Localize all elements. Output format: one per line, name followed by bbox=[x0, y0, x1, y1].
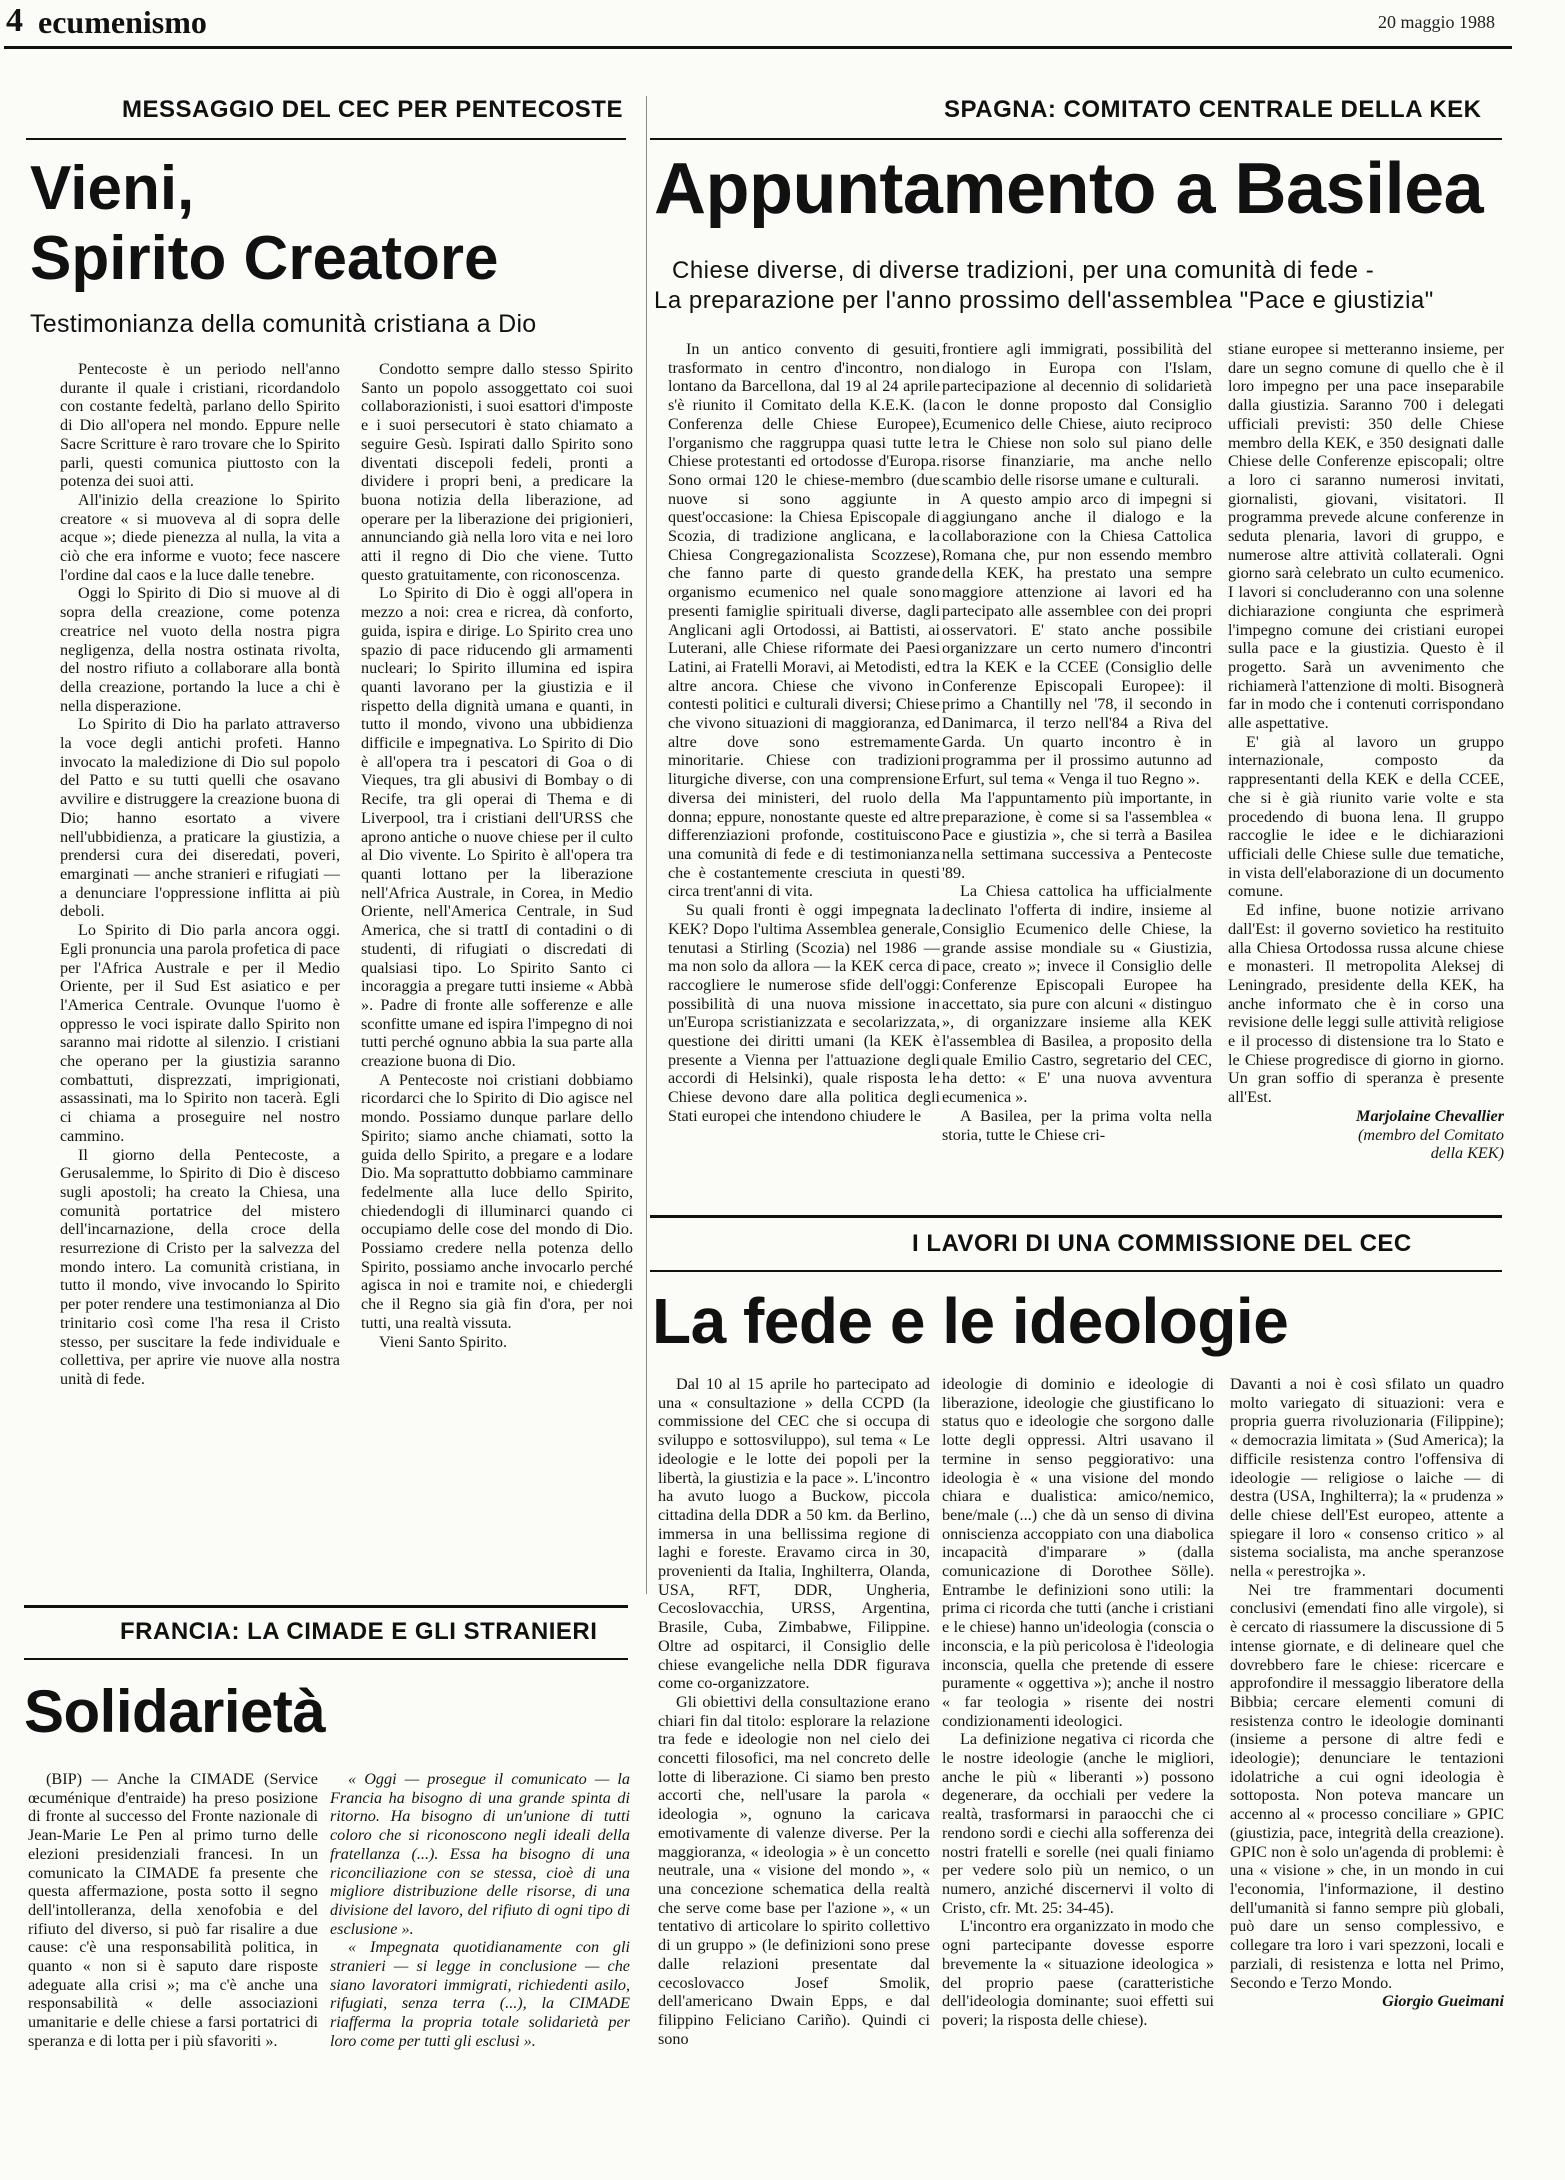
paragraph: frontiere agli immigrati, possibilità del dialogo in Europa con l'Islam, partecipazione al decennio di solidarietà con le donne proposto dal Consiglio Ecumenico delle Chiese, aiuto reciproco tra le Chiese non solo sul piano delle risorse finanziarie, ma anche nello scambio delle risorse umane e culturali. bbox=[942, 340, 1212, 489]
article2-subtitle-line2: La preparazione per l'anno prossimo dell'assemblea "Pace e giustizia" bbox=[654, 287, 1434, 314]
article1-column-1 bbox=[60, 360, 340, 1573]
article1-title-line1: Vieni, bbox=[30, 154, 195, 223]
article4-top-rule bbox=[24, 1605, 628, 1608]
paragraph: Pentecoste è un periodo nell'anno durante il quale i cristiani, ricordandolo con costante fedeltà, parlano dello Spirito di Dio all'opera nel mondo. Eppure nelle Sacre Scritture è raro trovare che lo Spirito parli, questi comunica piuttosto con la potenza dei suoi atti. bbox=[60, 360, 340, 491]
paragraph: A questo ampio arco di impegni si aggiungano anche il dialogo e la collaborazione con la Chiesa Cattolica Romana che, pur non essendo membro della KEK, ha prestato una sempre maggiore attenzione ai lavori ed ha partecipato alle assemblee con dei propri osservatori. E' stato anche possibile organizzare un certo numero d'incontri tra la KEK e la CCEE (Consiglio delle Conferenze Episcopali Europee): il primo a Chantilly nel '78, il secondo in Danimarca, il terzo nell'84 a Riva del Garda. Un quarto incontro è in programma per il prossimo autunno ad Erfurt, sul tema « Venga il tuo Regno ». bbox=[942, 489, 1212, 789]
article1-kicker: MESSAGGIO DEL CEC PER PENTECOSTE bbox=[122, 96, 623, 123]
article2-kicker: SPAGNA: COMITATO CENTRALE DELLA KEK bbox=[944, 96, 1482, 123]
paragraph: All'inizio della creazione lo Spirito creatore « si muoveva al di sopra delle acque »; diede pienezza al nulla, la vita a ciò che era informe e vuoto; fece nascere l'ordine dal caos e la luce dalle tenebre. bbox=[60, 490, 340, 584]
article1-title-line2: Spirito Creatore bbox=[30, 224, 499, 293]
article1-subtitle: Testimonianza della comunità cristiana a Dio bbox=[30, 310, 537, 338]
article3-rule bbox=[650, 1270, 1502, 1272]
paragraph: Lo Spirito di Dio ha parlato attraverso la voce degli antichi profeti. Hanno invocato la maledizione di Dio sul popolo del Patto e su tutti quelli che osavano avvilire e distruggere la creazione buona di Dio; hanno esortato a vivere nell'ubbidienza, a praticare la giustizia, a prendersi cura dei diseredati, poveri, emarginati — anche stranieri e rifugiati — a denunciare l'oppressione inflitta ai più deboli. bbox=[60, 715, 340, 921]
article2-signature-role-1: (membro del Comitato bbox=[1358, 1125, 1504, 1144]
article3-column-2 bbox=[942, 1375, 1214, 2175]
article3-column-3 bbox=[1230, 1375, 1504, 2175]
article4-kicker: FRANCIA: LA CIMADE E GLI STRANIERI bbox=[120, 1618, 598, 1645]
paragraph: In un antico convento di gesuiti, trasformato in centro d'incontro, non lontano da Barcellona, dal 19 al 24 aprile s'è riunito il Comitato della K.E.K. (la Conferenza delle Chiese Europee), l'organismo che raggruppa quasi tutte le Chiese protestanti ed ortodosse d'Europa. Sono ormai 120 le chiese-membro (due nuove si sono aggiunte in quest'occasione: la Chiesa Episcopale di Scozia, di tradizione anglicana, e la Chiesa Congregazionalista Scozzese), che fanno parte di questo grande organismo ecumenico nel quale sono presenti famiglie spirituali diverse, dagli Anglicani agli Ortodossi, ai Battisti, ai Luterani, alle Chiese riformate dei Paesi Latini, ai Fratelli Moravi, ai Metodisti, ed altre ancora. Chiese che vivono in contesti politici e culturali diversi; Chiese che vivono situazioni di maggioranza, ed altre dove sono estremamente minoritarie. Chiese con tradizioni liturgiche diverse, con una comprensione diversa dei ministeri, del ruolo della donna; eppure, nonostante queste ed altre differenziazioni profonde, costituiscono una comunità di fede e di testimonianza che è costantemente cresciuta in questi circa trent'anni di vita. bbox=[668, 340, 940, 901]
paragraph: « Impegnata quotidianamente con gli stranieri — si legge in conclusione — che siano lavoratori immigrati, richiedenti asilo, rifugiati, senza terra (...), la CIMADE riafferma la propria totale solidarietà per loro come per tutti gli esclusi ». bbox=[330, 1938, 630, 2050]
page-number: 4 bbox=[6, 2, 23, 39]
article2-signature-role-2: della KEK) bbox=[1430, 1144, 1504, 1163]
paragraph: Vieni Santo Spirito. bbox=[379, 1332, 508, 1351]
article3-title: La fede e le ideologie bbox=[652, 1285, 1289, 1357]
article3-column-1 bbox=[658, 1375, 930, 2175]
article1-column-2 bbox=[361, 360, 633, 1573]
article2-rule bbox=[650, 138, 1502, 140]
paragraph: La definizione negativa ci ricorda che le nostre ideologie (anche le migliori, anche le più « liberanti ») possono degenerare, da occhiali per vedere la realtà, trasformarsi in paraocchi che ci rendono sordi e ciechi alla sofferenza dei nostri fratelli e sorelle (nei quali finiamo per vedere solo più un nemico, o un numero, anziché discernervi il volto di Cristo, cfr. Mt. 25: 34-45). bbox=[942, 1730, 1214, 1917]
article3-kicker: I LAVORI DI UNA COMMISSIONE DEL CEC bbox=[912, 1230, 1412, 1257]
paragraph: La Chiesa cattolica ha ufficialmente declinato l'offerta di indire, insieme al Consiglio Ecumenico delle Chiese, la grande assise mondiale su « Giustizia, pace, creato »; invece il Consiglio delle Conferenze Episcopali Europee ha accettato, sia pure con alcuni « distinguo », di organizzare insieme alla KEK l'assemblea di Basilea, a proposito della quale Emilio Castro, segretario del CEC, ha detto: « E' una nuova avventura ecumenica ». bbox=[942, 882, 1212, 1107]
paragraph: A Basilea, per la prima volta nella storia, tutte le Chiese cri- bbox=[942, 1106, 1212, 1144]
column-divider bbox=[646, 96, 647, 1594]
article4-column-1 bbox=[28, 1770, 318, 2175]
article2-title: Appuntamento a Basilea bbox=[654, 149, 1484, 229]
paragraph: Nei tre frammentari documenti conclusivi (emendati fino alle virgole), si è cercato di riassumere la discussione di 5 intense giornate, e di delineare quel che dovrebbero fare le chiese: ricercare e approfondire il messaggio liberatore della Bibbia; cercare elementi comuni di resistenza contro le ideologie dominanti (insieme a persone di altre fedi e ideologie); denunciare le tentazioni idolatriche a cui ogni ideologia è sottoposta. Non poteva mancare un accenno al « processo conciliare » GPIC (giustizia, pace, integrità della creazione). GPIC non è solo un'agenda di problemi: è una « visione » che, in un mondo in cui l'economia, l'informazione, il destino dell'umanità si fanno sempre più globali, può dare un senso complessivo, e collegare tra loro i vari spezzoni, locali e parziali, di resistenza e lotta nel Primo, Secondo e Terzo Mondo. bbox=[1230, 1580, 1504, 1992]
article3-top-rule bbox=[650, 1215, 1502, 1218]
paragraph: Condotto sempre dallo stesso Spirito Santo un popolo assoggettato coi suoi collaborazionisti, i suoi esattori d'imposte e i suoi persecutori è stato chiamato a seguire Gesù. Ispirati dallo Spirito sono diventati discepoli fedeli, pronti a dividere i propri beni, a predicare la buona notizia della liberazione, ad operare per la liberazione dei prigionieri, annunciando già nella loro vita e nei loro atti il regno di Dio che viene. Tutto questo gratuitamente, con riconoscenza. bbox=[361, 360, 633, 584]
article4-title: Solidarietà bbox=[24, 1678, 326, 1745]
article2-column-2 bbox=[942, 340, 1212, 1202]
article1-rule bbox=[26, 138, 626, 140]
paragraph: Oggi lo Spirito di Dio si muove al di sopra della creazione, come potenza creatrice nel vuoto della nostra pigra negligenza, della nostra ostinata rivolta, del nostro rifiuto a collaborare alla bontà della creazione, portando la luce a chi è nella disperazione. bbox=[60, 584, 340, 715]
paragraph: Davanti a noi è così sfilato un quadro molto variegato di situazioni: vera e propria guerra rivoluzionaria (Filippine); « democrazia limitata » (Sud America); la difficile resistenza contro l'offensiva di ideologie — religiose o laiche — di destra (USA, Inghilterra); la « prudenza » delle chiese dell'Est europeo, attente a spiegare il loro « consenso critico » al sistema socialista, ma anche speranzose nella « perestrojka ». bbox=[1230, 1375, 1504, 1581]
paragraph: Ed infine, buone notizie arrivano dall'Est: il governo sovietico ha restituito alla Chiesa Ortodossa russa alcune chiese e monasteri. Il metropolita Aleksej di Leningrado, presidente della KEK, ha anche informato che è in corso una revisione delle leggi sulle attività religiose e il processo di distensione tra lo Stato e le Chiese progredisce di giorno in giorno. Un gran soffio di speranza è presente all'Est. bbox=[1228, 901, 1504, 1107]
section-name: ecumenismo bbox=[38, 4, 207, 40]
paragraph: Lo Spirito di Dio parla ancora oggi. Egli pronuncia una parola profetica di pace per l'Africa Australe e per il Medio Oriente, per il Sud Est asiatico e per l'America Centrale. Ovunque l'uomo è oppresso le voci ispirate dallo Spirito non saranno mai ridotte al silenzio. I cristiani che operano per la giustizia saranno combattuti, disprezzati, imprigionati, assassinati, ma lo Spirito non tacerà. Egli ci chiama a proseguire nel nostro cammino. bbox=[60, 921, 340, 1145]
article4-column-2 bbox=[330, 1770, 630, 2175]
article2-subtitle-line1: Chiese diverse, di diverse tradizioni, per una comunità di fede - bbox=[672, 257, 1375, 284]
paragraph: ideologie di dominio e ideologie di liberazione, ideologie che giustificano lo status quo e ideologie che sorgono dalle lotte degli oppressi. Altri usavano il termine in senso peggiorativo: una ideologia è « una visione del mondo chiara e dualistica: amico/nemico, bene/male (...) che dà un senso di divina onniscienza accoppiato con una diabolica incapacità d'imparare » (dalla comunicazione di Dorothee Sölle). Entrambe le definizioni sono utili: la prima ci ricorda che tutti (anche i cristiani e le chiese) hanno un'ideologia (conscia o inconscia, e la più pericolosa è l'ideologia inconscia, quella che pretende di essere puramente « oggettiva »); anche il nostro « far teologia » risente dei nostri condizionamenti ideologici. bbox=[942, 1375, 1214, 1730]
issue-date: 20 maggio 1988 bbox=[1378, 12, 1495, 32]
article2-signature: Marjolaine Chevallier bbox=[1356, 1106, 1504, 1125]
article2-column-3 bbox=[1228, 340, 1504, 1202]
paragraph: Il giorno della Pentecoste, a Gerusalemme, lo Spirito di Dio è disceso sugli apostoli; ha creato la Chiesa, una comunità portatrice del mistero dell'incarnazione, della croce della resurrezione di Cristo per la salvezza del mondo intero. La comunità cristiana, in tutto il mondo, vive invocando lo Spirito per poter rendere una testimonianza al Dio trinitario così come l'ha resa il Cristo stesso, per suscitare la fede individuale e collettiva, per aprire vie nuove alla nostra unità di fede. bbox=[60, 1145, 340, 1388]
paragraph: Su quali fronti è oggi impegnata la KEK? Dopo l'ultima Assemblea generale, tenutasi a Stirling (Scozia) nel 1986 — ma non solo da allora — la KEK cerca di raccogliere le numerose sfide dell'oggi: possibilità di una nuova missione in un'Europa scristianizzata e secolarizzata, questione dei diritti umani (la KEK è presente a Vienna per l'attuazione degli accordi di Helsinki), quale risposta le Chiese devono dare alla politica degli Stati europei che intendono chiudere le bbox=[668, 901, 940, 1125]
paragraph: stiane europee si metteranno insieme, per dare un segno comune di quello che è il loro impegno per una pace inseparabile dalla giustizia. Saranno 700 i delegati ufficiali previsti: 350 delle Chiese membro della KEK, e 350 designati dalle Chiese delle Conferenze episcopali; oltre a loro ci saranno numerosi invitati, giornalisti, giovani, visitatori. Il programma prevede alcune conferenze in seduta plenaria, lavori di gruppo, e numerose altre attività collaterali. Ogni giorno sarà celebrato un culto ecumenico. I lavori si concluderanno con una solenne dichiarazione congiunta che esprimerà l'impegno comune dei cristiani europei sulla pace e la giustizia. Questo è il progetto. Sarà un avvenimento che richiamerà l'attenzione di molti. Bisognerà far in modo che i contenuti corrispondano alle aspettative. bbox=[1228, 340, 1504, 733]
paragraph: Gli obiettivi della consultazione erano chiari fin dal titolo: esplorare la relazione tra fede e ideologie non nel cielo dei concetti filosofici, ma nel concreto delle lotte di liberazione. Ci siamo ben presto accorti che, nell'usare la parola « ideologia », ognuno la caricava emotivamente di valenze diverse. Per la maggioranza, « ideologia » è un concetto neutrale, una « visione del mondo », « una concezione schematica della realtà che serve come base per l'azione », « un tentativo di articolare lo spirito collettivo di un gruppo » (le definizioni sono prese dalle relazioni presentate dal cecoslovacco Josef Smolik, dell'americano Dwain Epps, e dal filippino Feliciano Cariño). Quindi ci sono bbox=[658, 1692, 930, 2048]
paragraph: L'incontro era organizzato in modo che ogni partecipante dovesse esporre brevemente la « situazione ideologica » del proprio paese (caratteristiche dell'ideologia dominante; suoi effetti sui poveri; la risposta delle chiese). bbox=[942, 1917, 1214, 2029]
paragraph: A Pentecoste noi cristiani dobbiamo ricordarci che lo Spirito di Dio agisce nel mondo. Possiamo dunque parlare dello Spirito; siamo anche chiamati, sotto la guida dello Spirito, a pregare e a lodare Dio. Ma soprattutto dobbiamo camminare fedelmente alla luce dello Spirito, chiedendogli di illuminarci quando ci occupiamo delle cose del mondo di Dio. Possiamo credere nella potenza dello Spirito, possiamo anche invocarlo perché agisca in noi e tramite noi, e chiedergli che il Regno sia già fin d'ora, per noi tutti, una realtà vissuta. bbox=[361, 1070, 633, 1332]
paragraph: « Oggi — prosegue il comunicato — la Francia ha bisogno di una grande spinta di ritorno. Ha bisogno di un'unione di tutti coloro che si riconoscono negli ideali della fratellanza (...). Essa ha bisogno di una riconciliazione con se stessa, cioè di una migliore distribuzione delle risorse, di una divisione del lavoro, del rifiuto di ogni tipo di esclusione ». bbox=[330, 1770, 630, 1938]
paragraph: Ma l'appuntamento più importante, in preparazione, è come si sa l'assemblea « Pace e giustizia », che si terrà a Basilea nella settimana successiva a Pentecoste '89. bbox=[942, 788, 1212, 882]
paragraph: (BIP) — Anche la CIMADE (Service œcuménique d'entraide) ha preso posizione di fronte al successo del Fronte nazionale di Jean-Marie Le Pen al primo turno delle elezioni presidenziali francesi. In un comunicato la CIMADE fa presente che questa affermazione, posta sotto il segno dell'intolleranza, della xenofobia e del rifiuto del diverso, si può far risalire a due cause: c'è una responsabilità politica, in quanto « non si è saputo dare risposte adeguate alla crisi »; ma c'è anche una responsabilità « delle associazioni umanitarie e delle chiese a farsi portatrici di speranza e di lotta per i più sfavoriti ». bbox=[28, 1770, 318, 2050]
paragraph: Lo Spirito di Dio è oggi all'opera in mezzo a noi: crea e ricrea, dà conforto, guida, ispira e dirige. Lo Spirito crea uno spazio di pace riducendo gli armamenti nucleari; lo Spirito illumina ed ispira quanti lavorano per la giustizia e il rispetto della dignità umana e quanti, in tutto il mondo, vivono una ubbidienza difficile e impegnativa. Lo Spirito di Dio è all'opera tra i pescatori di Goa o di Vieques, tra gli abusivi di Bombay o di Recife, tra gli operai di Thema e di Liverpool, tra i cristiani dell'URSS che aprono antiche o nuove chiese per il culto al Dio vivente. Lo Spirito è all'opera tra quanti lottano per la liberazione nell'Africa Australe, in Corea, in Medio Oriente, nell'America Centrale, in Sud America, che si trattI di contadini o di studenti, di rifugiati o discredati di qualsiasi tipo. Lo Spirito Santo ci incoraggia a pregare tutti insieme « Abbà ». Padre di fronte alle sofferenze e alle sconfitte umane ed ispira l'impegno di noi tutti perché ognuno abbia la sua parte alla creazione buona di Dio. bbox=[361, 584, 633, 1071]
article3-signature: Giorgio Gueimani bbox=[1382, 1992, 1504, 2011]
article2-column-1 bbox=[668, 340, 940, 1202]
article4-rule bbox=[24, 1658, 628, 1660]
masthead-rule bbox=[4, 46, 1512, 49]
paragraph: E' già al lavoro un gruppo internazionale, composto da rappresentanti della KEK e della CCEE, che si è già riunito varie volte e sta procedendo di buona lena. Il gruppo raccoglie le idee e le dichiarazioni ufficiali delle Chiese sulle due tematiche, in vista dell'elaborazione di un documento comune. bbox=[1228, 732, 1504, 901]
paragraph: Dal 10 al 15 aprile ho partecipato ad una « consultazione » della CCPD (la commissione del CEC che si occupa di sviluppo e sottosviluppo), sul tema « Le ideologie e le lotte dei popoli per la libertà, la giustizia e la pace ». L'incontro ha avuto luogo a Buckow, piccola cittadina della DDR a 50 km. da Berlino, immersa in una bellissima regione di laghi e foreste. Eravamo circa in 30, provenienti da Italia, Inghilterra, Olanda, USA, RFT, DDR, Ungheria, Cecoslovacchia, URSS, Argentina, Brasile, Cuba, Zimbabwe, Filippine. Oltre ad ospitarci, il Consiglio delle chiese evangeliche nella DDR figurava come co-organizzatore. bbox=[658, 1375, 930, 1693]
